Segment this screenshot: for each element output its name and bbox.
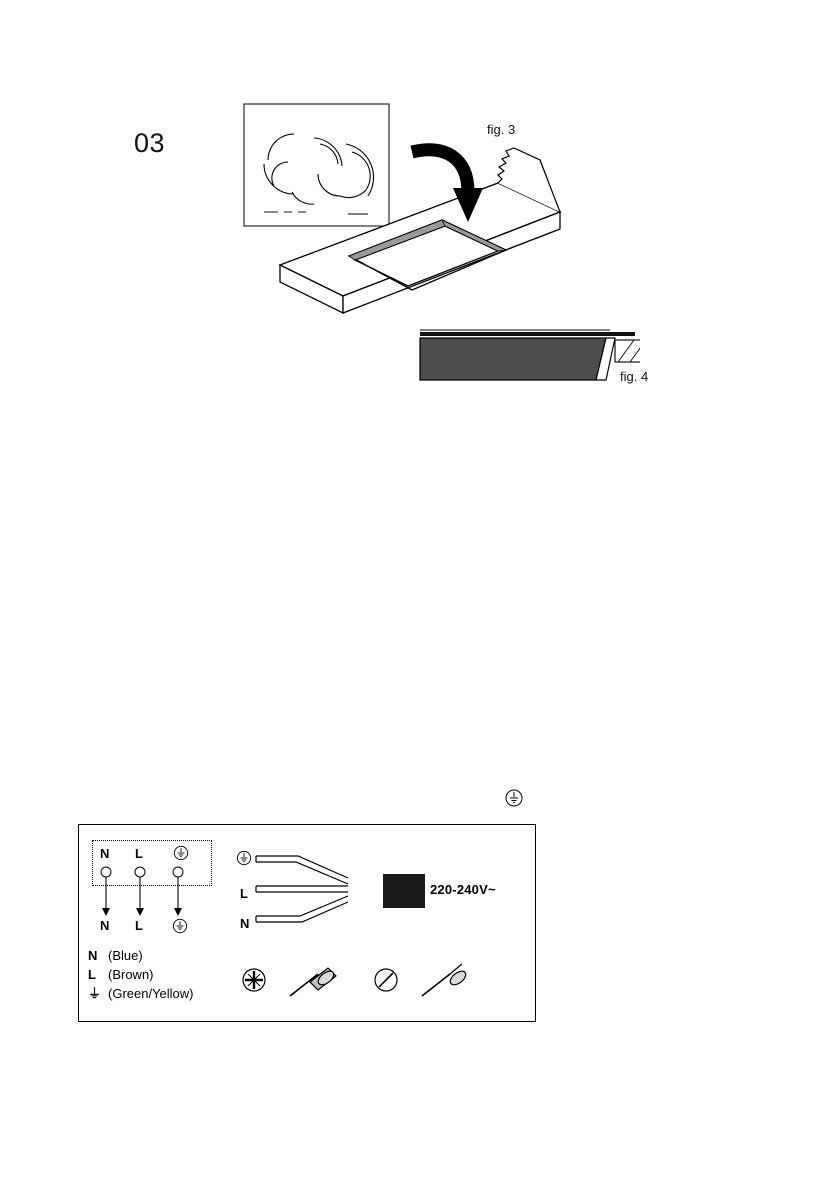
terminal-bottom-label-n: N xyxy=(100,918,110,933)
fig4-label: fig. 4 xyxy=(620,369,649,384)
hob-cross-section-illustration xyxy=(600,318,830,398)
terminal-label-l: L xyxy=(135,846,143,861)
terminal-bottom-earth-icon xyxy=(172,918,188,934)
cable-label-live: L xyxy=(240,886,248,901)
fig3-label: fig. 3 xyxy=(487,122,516,137)
slotted-screw-icon xyxy=(375,969,397,991)
cable-earth-icon xyxy=(236,850,252,866)
hob-installation-illustration xyxy=(240,100,600,350)
legend-value-l: (Brown) xyxy=(108,967,154,982)
step-number: 03 xyxy=(134,128,166,158)
terminal-connections xyxy=(92,862,212,942)
screwdriver-icon xyxy=(290,968,336,996)
terminal-label-n: N xyxy=(100,846,110,861)
legend-value-n: (Blue) xyxy=(108,948,143,963)
terminal-earth-icon xyxy=(173,845,189,861)
legend-key-earth: ⏚ xyxy=(88,986,102,1001)
hob-top-view xyxy=(244,104,389,226)
phillips-screw-icon xyxy=(243,969,265,991)
tools-row xyxy=(240,962,520,1002)
cable-label-neutral: N xyxy=(240,916,250,931)
earth-symbol-icon xyxy=(505,789,523,807)
voltage-label: 220-240V~ xyxy=(430,882,496,897)
screwdriver-small-icon xyxy=(422,964,468,996)
legend-key-n: N xyxy=(88,948,98,963)
connector-block xyxy=(383,874,425,908)
terminal-bottom-label-l: L xyxy=(135,918,143,933)
legend-value-earth: (Green/Yellow) xyxy=(108,986,194,1001)
legend-key-l: L xyxy=(88,967,96,982)
